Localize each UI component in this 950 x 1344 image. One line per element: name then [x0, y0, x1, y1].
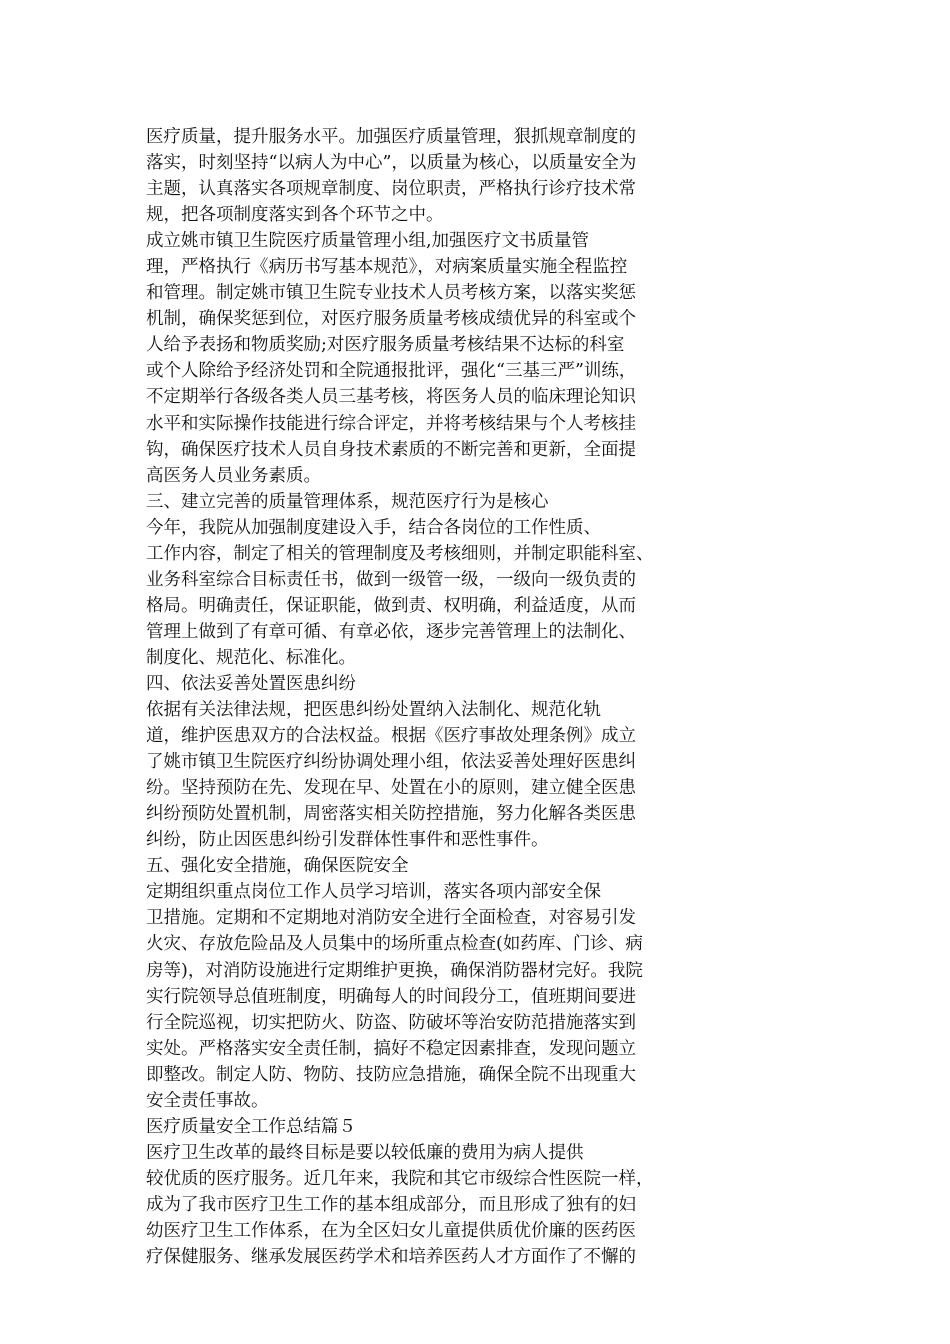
text-line: 格局。明确责任，保证职能，做到责、权明确，利益适度，从而: [146, 595, 636, 616]
text-line: 实行院领导总值班制度，明确每人的时间段分工，值班期间要进: [146, 986, 636, 1007]
text-line: 实处。严格落实安全责任制，搞好不稳定因素排查，发现问题立: [146, 1038, 636, 1059]
text-line: 安全责任事故。: [146, 1090, 269, 1111]
text-line: 纠纷，防止因医患纠纷引发群体性事件和恶性事件。: [146, 830, 549, 851]
text-line: 火灾、存放危险品及人员集中的场所重点检查(如药库、门诊、病: [146, 934, 643, 955]
text-line: 依据有关法律法规，把医患纠纷处置纳入法制化、规范化轨: [146, 700, 601, 721]
text-line: 和管理。制定姚市镇卫生院专业技术人员考核方案，以落实奖惩: [146, 283, 636, 304]
text-line: 医疗卫生改革的最终目标是要以较低廉的费用为病人提供: [146, 1142, 584, 1163]
section-heading: 三、建立完善的质量管理体系，规范医疗行为是核心: [146, 491, 549, 512]
section-heading: 医疗质量安全工作总结篇５: [146, 1116, 356, 1137]
section-heading: 五、强化安全措施，确保医院安全: [146, 856, 409, 877]
text-line: 或个人除给予经济处罚和全院通报批评，强化“三基三严”训练，: [146, 361, 637, 382]
text-line: 人给予表扬和物质奖励;对医疗服务质量考核结果不达标的科室: [146, 335, 625, 356]
text-line: 机制，确保奖惩到位，对医疗服务质量考核成绩优异的科室或个: [146, 309, 636, 330]
text-line: 纷。坚持预防在先、发现在早、处置在小的原则，建立健全医患: [146, 778, 636, 799]
text-line: 水平和实际操作技能进行综合评定，并将考核结果与个人考核挂: [146, 413, 636, 434]
text-line: 道，维护医患双方的合法权益。根据《医疗事故处理条例》成立: [146, 726, 636, 747]
text-line: 不定期举行各级各类人员三基考核，将医务人员的临床理论知识: [146, 387, 636, 408]
text-line: 了姚市镇卫生院医疗纠纷协调处理小组，依法妥善处理好医患纠: [146, 752, 636, 773]
text-line: 落实，时刻坚持“以病人为中心”，以质量为核心，以质量安全为: [146, 153, 637, 174]
text-line: 制度化、规范化、标准化。: [146, 647, 356, 668]
document-body: [146, 124, 726, 1270]
text-line: 高医务人员业务素质。: [146, 465, 321, 486]
text-line: 疗保健服务、继承发展医药学术和培养医药人才方面作了不懈的: [146, 1247, 636, 1268]
text-line: 行全院巡视，切实把防火、防盗、防破坏等治安防范措施落实到: [146, 1012, 636, 1033]
text-line: 即整改。制定人防、物防、技防应急措施，确保全院不出现重大: [146, 1064, 636, 1085]
section-heading: 四、依法妥善处置医患纠纷: [146, 673, 356, 694]
text-line: 较优质的医疗服务。近几年来，我院和其它市级综合性医院一样，: [146, 1168, 654, 1189]
text-line: 幼医疗卫生工作体系，在为全区妇女儿童提供质优价廉的医药医: [146, 1220, 636, 1241]
text-line: 业务科室综合目标责任书，做到一级管一级，一级向一级负责的: [146, 569, 636, 590]
text-line: 主题，认真落实各项规章制度、岗位职责，严格执行诊疗技术常: [146, 179, 636, 200]
text-line: 工作内容，制定了相关的管理制度及考核细则，并制定职能科室、: [146, 543, 654, 564]
text-line: 今年，我院从加强制度建设入手，结合各岗位的工作性质、: [146, 517, 601, 538]
text-line: 卫措施。定期和不定期地对消防安全进行全面检查，对容易引发: [146, 908, 636, 929]
text-line: 成立姚市镇卫生院医疗质量管理小组,加强医疗文书质量管: [146, 231, 590, 252]
text-line: 规，把各项制度落实到各个环节之中。: [146, 205, 444, 226]
text-line: 成为了我市医疗卫生工作的基本组成部分，而且形成了独有的妇: [146, 1194, 636, 1215]
text-line: 定期组织重点岗位工作人员学习培训，落实各项内部安全保: [146, 882, 601, 903]
text-line: 医疗质量，提升服务水平。加强医疗质量管理，狠抓规章制度的: [146, 127, 636, 147]
text-line: 房等)，对消防设施进行定期维护更换，确保消防器材完好。我院: [146, 960, 643, 981]
text-line: 理，严格执行《病历书写基本规范》，对病案质量实施全程监控: [146, 257, 628, 278]
text-line: 纠纷预防处置机制，周密落实相关防控措施，努力化解各类医患: [146, 804, 636, 825]
text-line: 钩，确保医疗技术人员自身技术素质的不断完善和更新，全面提: [146, 439, 636, 460]
text-line: 管理上做到了有章可循、有章必依，逐步完善管理上的法制化、: [146, 621, 636, 642]
